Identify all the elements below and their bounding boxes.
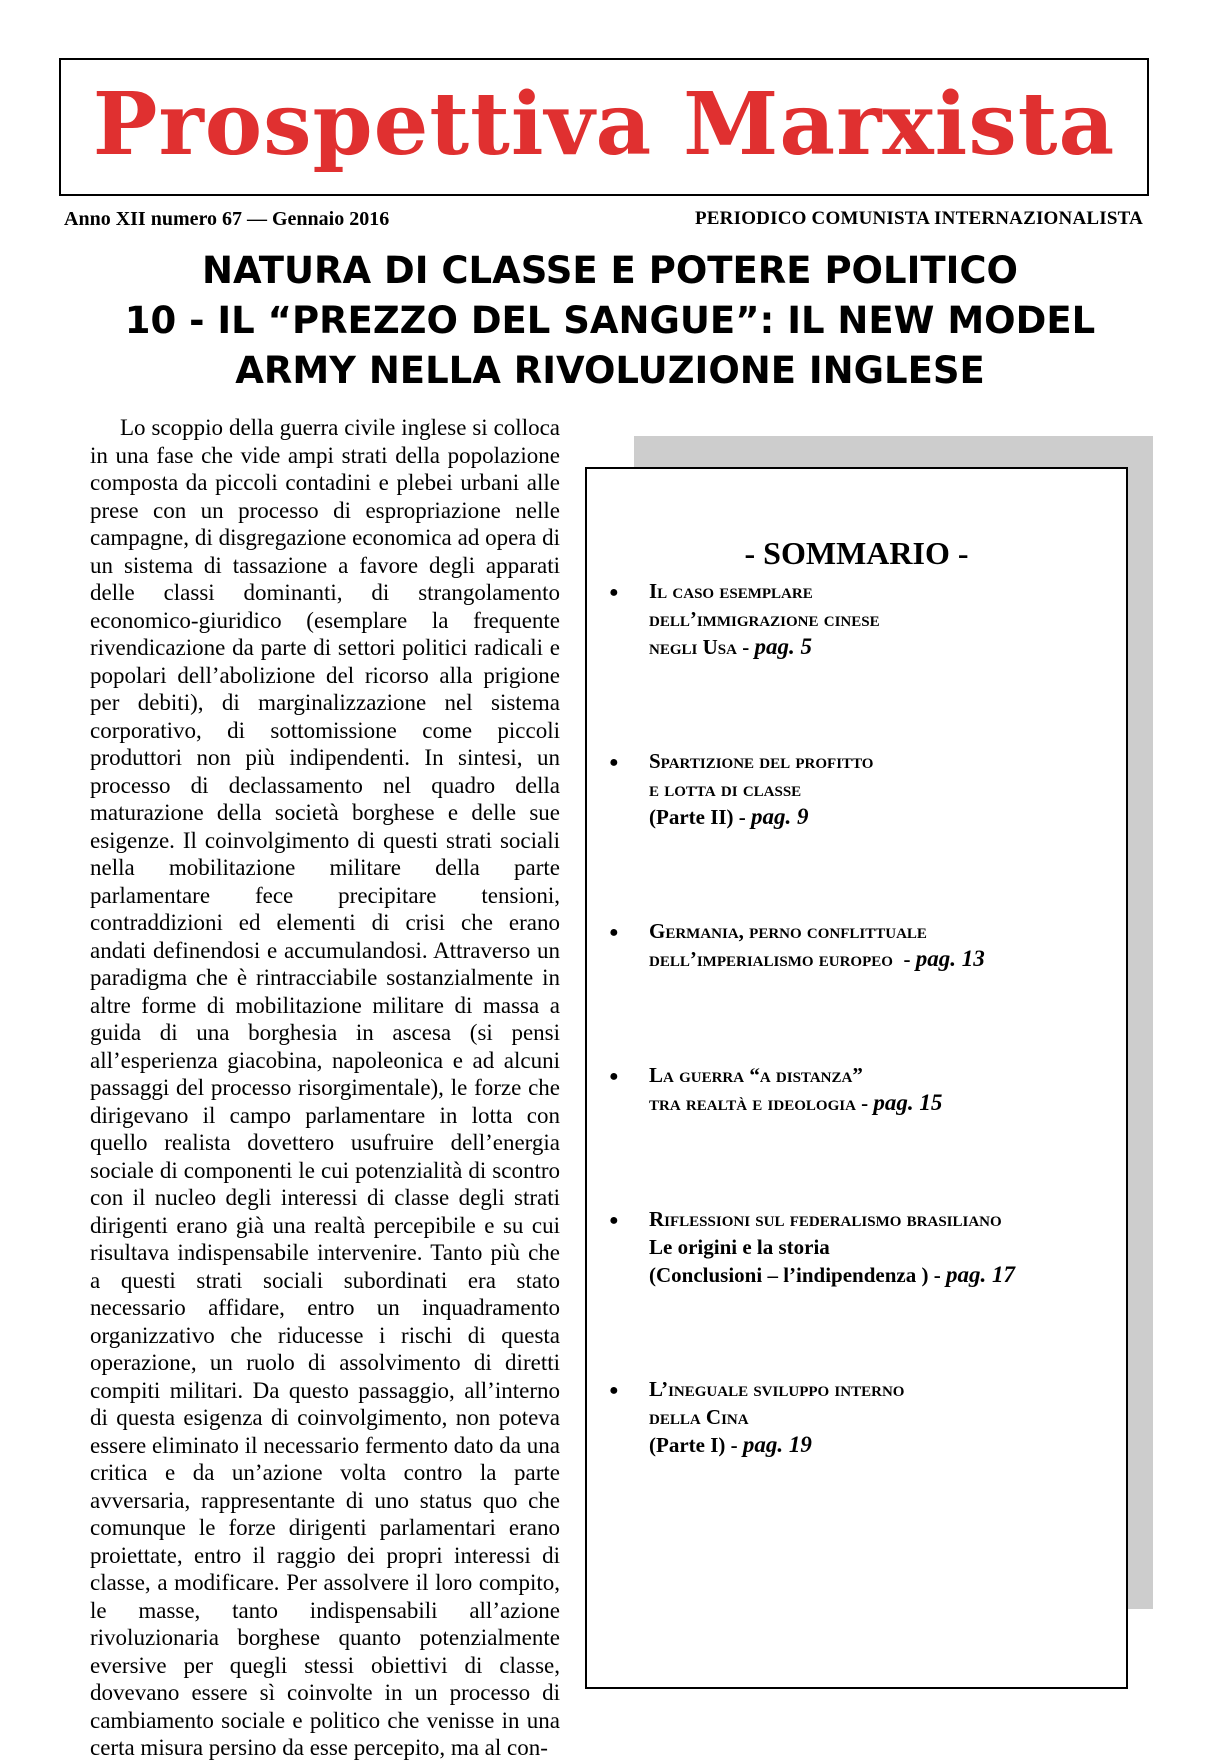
summary-item-line: dell’imperialismo europeo <box>649 947 899 971</box>
bullet-icon: ● <box>609 584 619 601</box>
summary-item-line: Le origini e la storia <box>649 1235 830 1259</box>
summary-item-line: Il caso esemplare <box>649 579 813 603</box>
bullet-icon: ● <box>609 1382 619 1399</box>
summary-item: ● Germania, perno conflittuale dell’imperialismo europeo - pag. 13 <box>609 917 1109 973</box>
summary-item-line: Riflessioni sul federalismo brasiliano <box>649 1207 1002 1231</box>
summary-item-line: Spartizione del profitto <box>649 749 874 773</box>
bullet-icon: ● <box>609 924 619 941</box>
summary-box <box>585 467 1128 1689</box>
summary-item-page: pag. 17 <box>945 1262 1015 1287</box>
summary-item: ● La guerra “a distanza” tra realtà e ideologia - pag. 15 <box>609 1061 1109 1117</box>
summary-item: ● Riflessioni sul federalismo brasiliano Le origini e la storia (Conclusioni – l’indipendenza ) - pag. 17 <box>609 1205 1109 1289</box>
summary-item: ● Il caso esemplare dell’immigrazione cinese negli Usa - pag. 5 <box>609 577 1109 661</box>
summary-item-page: pag. 5 <box>754 634 812 659</box>
summary-item-line: Germania, perno conflittuale <box>649 919 927 943</box>
summary-item-page: pag. 19 <box>742 1432 812 1457</box>
issue-line: Anno XII numero 67 — Gennaio 2016 <box>64 208 390 230</box>
headline <box>60 246 1160 396</box>
bullet-icon: ● <box>609 1212 619 1229</box>
article-column <box>90 414 560 1762</box>
bullet-icon: ● <box>609 754 619 771</box>
summary-item-line: e lotta di classe <box>649 777 802 801</box>
summary-item-line: dell’immigrazione cinese <box>649 607 880 631</box>
masthead <box>59 58 1149 196</box>
summary-item-page: pag. 13 <box>915 946 985 971</box>
bullet-icon: ● <box>609 1068 619 1085</box>
summary-item-page: pag. 9 <box>751 804 809 829</box>
summary-item-line: della Cina <box>649 1405 749 1429</box>
summary-title: - SOMMARIO - <box>744 535 969 571</box>
headline-line-3: ARMY NELLA RIVOLUZIONE INGLESE <box>235 349 985 392</box>
summary-item-line: (Parte I) <box>649 1433 726 1457</box>
summary-item-page: pag. 15 <box>873 1090 943 1115</box>
summary-item-line: negli Usa <box>649 635 737 659</box>
summary-item: ● L’ineguale sviluppo interno della Cina (Parte I) - pag. 19 <box>609 1375 1109 1459</box>
article-paragraph: Lo scoppio della guerra civile inglese si colloca in una fase che vide ampi strati della popolazione composta da piccoli contadini e plebei urbani alle prese con un processo di espropriazione nelle campagne, di disgregazione economica ad opera di un sistema di tassazione a favore degli apparati delle classi dominanti, di strangolamento economico-giuridico (esemplare la frequente rivendicazione da parte di settori politici radicali e popolari dell’abolizione del ricorso alla prigione per debiti), di marginalizzazione nel sistema corporativo, di sottomissione come piccoli produttori non più indipendenti. In sintesi, un processo di declassamento nel quadro della maturazione della società borghese e delle sue esigenze. Il coinvolgimento di questi strati sociali nella mobilitazione militare della parte parlamentare fece precipitare tensioni, contraddizioni ed elementi di crisi che erano andati definendosi e accumulandosi. Attraverso un paradigma che è rintracciabile sostanzialmente in altre forme di mobilitazione militare di massa a guida di una borghesia in ascesa (si pensi all’esperienza giacobina, napoleonica e ad alcuni passaggi del processo risorgimentale), le forze che dirigevano il campo parlamentare in lotta con quello realista dovettero usufruire dell’energia sociale di componenti le cui potenzialità di scontro con il nucleo degli interessi di classe degli strati dirigenti erano già una realtà percepibile e su cui risultava indispensabile intervenire. Tanto più che a questi strati sociali subordinati era stato necessario affidare, entro un inquadramento organizzativo che riducesse i rischi di questa operazione, un ruolo di assolvimento di diretti compiti militari. Da questo passaggio, all’interno di questa esigenza di coinvolgimento, non poteva essere eliminato il necessario fermento dato da una critica e da un’azione volta contro la parte avversaria, rappresentante di uno status quo che comunque le forze dirigenti parlamentari erano proiettate, entro il raggio dei propri interessi di classe, a modificare. Per assolvere il loro compito, le masse, tanto indispensabili all’azione rivoluzionaria borghese quanto potenzialmente eversive per quegli stessi obiettivi di classe, dovevano essere sì coinvolte in un processo di cambiamento sociale e politico che venisse in una certa misura persino da esse percepito, ma al con- <box>90 415 560 1760</box>
periodical-line: PERIODICO COMUNISTA INTERNAZIONALISTA <box>695 208 1143 229</box>
summary-item-line: (Parte II) <box>649 805 734 829</box>
summary-item-line: L’ineguale sviluppo interno <box>649 1377 905 1401</box>
headline-line-1: NATURA DI CLASSE E POTERE POLITICO <box>202 249 1018 292</box>
headline-line-2: 10 - IL “PREZZO DEL SANGUE”: IL NEW MODEL <box>124 299 1096 342</box>
summary-item-line: tra realtà e ideologia <box>649 1091 856 1115</box>
summary-item-line: La guerra “a distanza” <box>649 1063 863 1087</box>
summary-item: ● Spartizione del profitto e lotta di classe (Parte II) - pag. 9 <box>609 747 1109 831</box>
masthead-title: Prospettiva Marxista <box>92 74 1116 175</box>
summary-item-line: (Conclusioni – l’indipendenza ) <box>649 1263 929 1287</box>
